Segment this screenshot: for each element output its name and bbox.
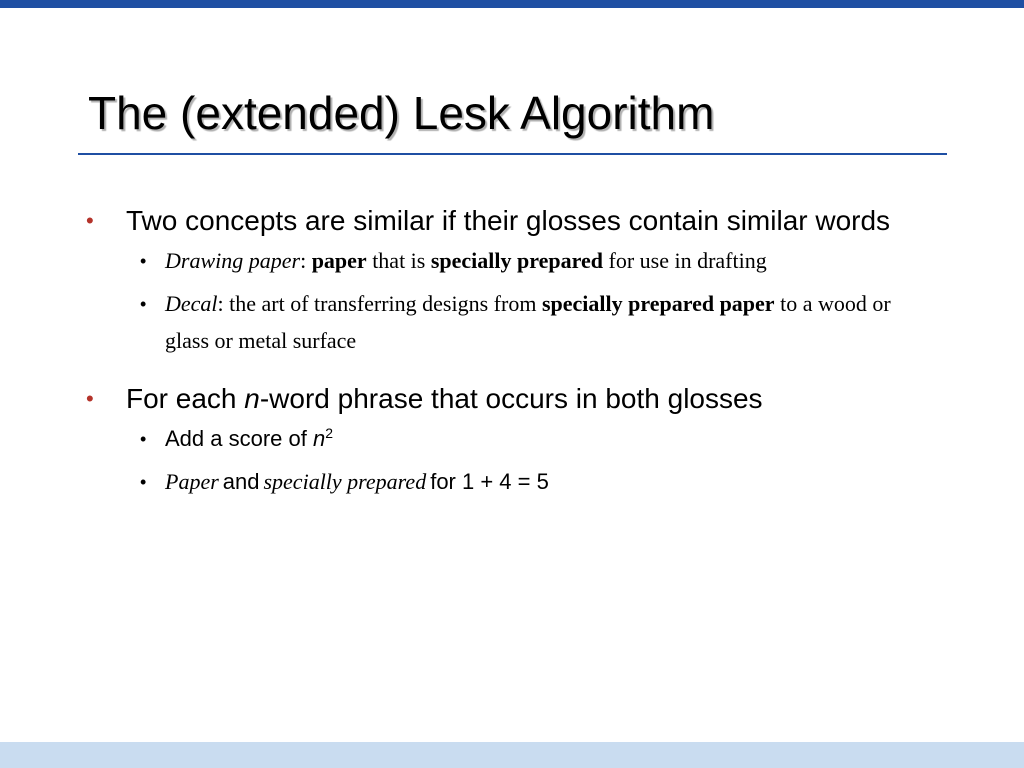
gloss-text bbox=[165, 248, 767, 273]
sub-bullet-marker: • bbox=[140, 251, 147, 271]
gloss-text bbox=[165, 291, 891, 353]
gloss-overlap-word: paper bbox=[311, 248, 367, 273]
exponent: 2 bbox=[325, 425, 334, 441]
gloss-overlap-phrase: specially prepared bbox=[430, 248, 603, 273]
variable-n: n bbox=[244, 383, 260, 414]
example-sum: for 1 + 4 = 5 bbox=[430, 469, 549, 494]
score-text bbox=[165, 426, 333, 451]
sub-bullet-example-score bbox=[84, 465, 914, 502]
gloss-plain-text: that is bbox=[372, 248, 426, 273]
sub-bullet-marker: • bbox=[140, 472, 147, 492]
bullet-text-post: -word phrase that occurs in both glosses bbox=[259, 383, 763, 414]
bullet-text: Two concepts are similar if their glosses contain similar words bbox=[126, 205, 891, 236]
slide-title: The (extended) Lesk Algorithm bbox=[88, 87, 715, 139]
sub-bullet-marker: • bbox=[140, 294, 147, 314]
bullet-text-pre: For each bbox=[126, 383, 237, 414]
gloss-plain-text: : the art of transferring designs from bbox=[217, 291, 537, 316]
bullet-marker: • bbox=[86, 386, 94, 411]
slide-body bbox=[84, 200, 914, 502]
title-underline bbox=[78, 153, 947, 155]
bullet-marker: • bbox=[86, 208, 94, 233]
top-accent-bar bbox=[0, 0, 1024, 8]
footer-band bbox=[0, 742, 1024, 768]
score-label: Add a score of bbox=[165, 426, 307, 451]
example-phrase: specially prepared bbox=[263, 469, 427, 494]
bullet-n-word-phrase bbox=[84, 378, 914, 420]
gloss-colon: : bbox=[300, 248, 307, 273]
sub-bullet-drawing-paper bbox=[84, 244, 914, 281]
sub-bullet-marker: • bbox=[140, 429, 147, 449]
sub-bullet-score bbox=[84, 422, 914, 459]
gloss-overlap-phrase: specially prepared paper bbox=[541, 291, 775, 316]
gloss-plain-text: for use in drafting bbox=[608, 248, 767, 273]
example-word: Paper bbox=[165, 469, 219, 494]
gloss-term: Decal bbox=[165, 291, 218, 316]
variable-n: n bbox=[313, 426, 326, 451]
bullet-similar-glosses bbox=[84, 200, 914, 242]
gloss-term: Drawing paper bbox=[165, 248, 301, 273]
sub-bullet-decal bbox=[84, 287, 914, 361]
gloss-plain-text: to a wood or glass or metal surface bbox=[165, 291, 891, 353]
example-and: and bbox=[222, 469, 260, 494]
